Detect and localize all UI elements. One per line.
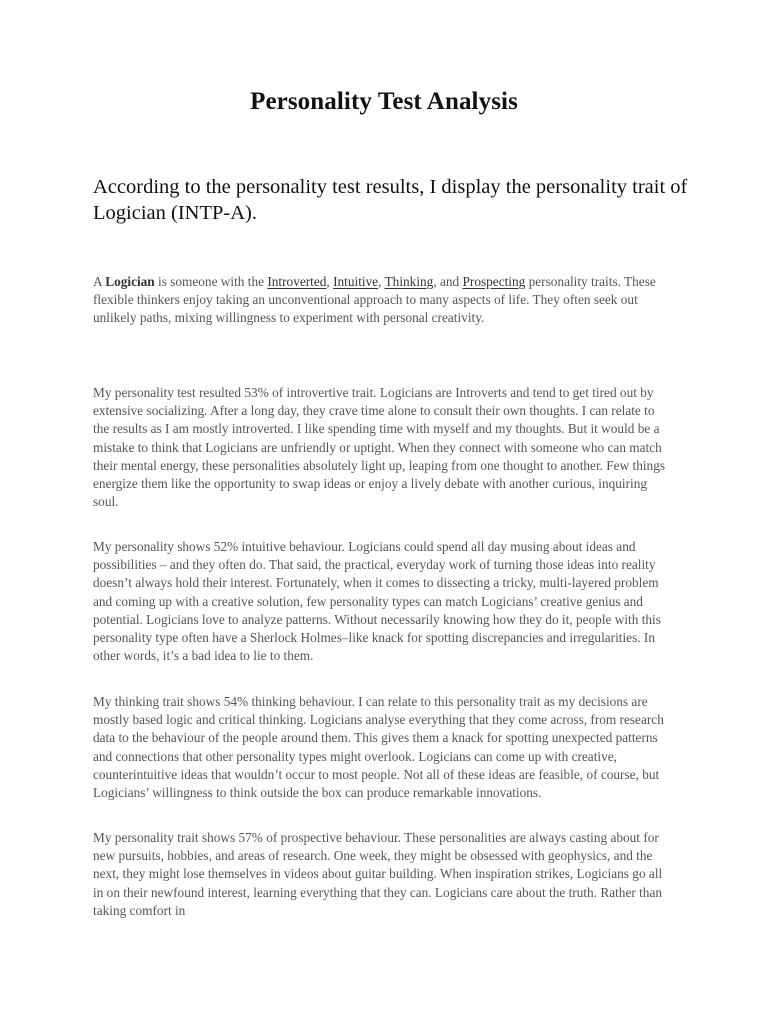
intuitive-paragraph: My personality shows 52% intuitive behaviour. Logicians could spend all day musing about ideas and possibilities – and they often do. That said, the practical, everyday work of turning those ideas into reality doesn’t always hold their interest. Fortunately, when it comes to dissecting a tricky, multi-layered problem and coming up with a creative solution, few personality types can match Logicians’ creative genius and potential. Logicians love to analyze patterns. Without necessarily knowing how they do it, people with this personality type often have a Sherlock Holmes–like knack for spotting discrepancies and irregularities. In other words, it’s a bad idea to lie to them. (93, 539, 661, 664)
thinking-paragraph: My thinking trait shows 54% thinking behaviour. I can relate to this personality trait as my decisions are mostly based logic and critical thinking. Logicians analyse everything that they come across, from research data to the behaviour of the people around them. This gives them a knack for spotting unexpected patterns and connections that other personality types might overlook. Logicians can come up with creative, counterintuitive ideas that wouldn’t occur to most people. Not all of these ideas are feasible, of course, but Logicians’ willingness to think outside the box can produce remarkable innovations. (93, 694, 664, 801)
intro-mid: is someone with the (154, 274, 268, 289)
intro-prefix: A (93, 274, 106, 289)
introvert-paragraph: My personality test resulted 53% of introvertive trait. Logicians are Introverts and tend to get tired out by extensive socializing. After a long day, they crave time alone to consult their own thoughts. I can relate to the results as I am mostly introverted. I like spending time with myself and my thoughts. But it would be a mistake to think that Logicians are unfriendly or uptight. When they connect with someone who can match their mental energy, these personalities absolutely light up, leaping from one thought to another. Few things energize them like the opportunity to swap ideas or enjoy a lively debate with another curious, inquiring soul. (93, 385, 666, 510)
intro-sep: , and (433, 274, 463, 289)
logician-term: Logician (105, 274, 155, 289)
trait-link-prospecting[interactable]: Prospecting (462, 274, 526, 289)
intro-sep: , (378, 274, 385, 289)
prospecting-paragraph: My personality trait shows 57% of prospective behaviour. These personalities are always casting about for new pursuits, hobbies, and areas of research. One week, they might be obsessed with geophysics, and the next, they might lose themselves in videos about guitar building. When inspiration strikes, Logicians go all in on their newfound interest, learning everything that they can. Logicians care about the truth. Rather than taking comfort in (93, 830, 663, 918)
page-title: Personality Test Analysis (250, 88, 518, 115)
trait-link-intuitive[interactable]: Intuitive (333, 274, 379, 289)
trait-link-thinking[interactable]: Thinking (384, 274, 434, 289)
intro-sep: , (326, 274, 334, 289)
intro-paragraph (93, 273, 673, 328)
intro-suffix: personality traits. These flexible thinkers enjoy taking an unconventional approach to many aspects of life. They often seek out unlikely paths, mixing willingness to experiment with personal creativity. (93, 274, 656, 326)
trait-link-introverted[interactable]: Introverted (267, 274, 327, 289)
page-subtitle: According to the personality test results, I display the personality trait of Logician (INTP-A). (93, 176, 688, 224)
